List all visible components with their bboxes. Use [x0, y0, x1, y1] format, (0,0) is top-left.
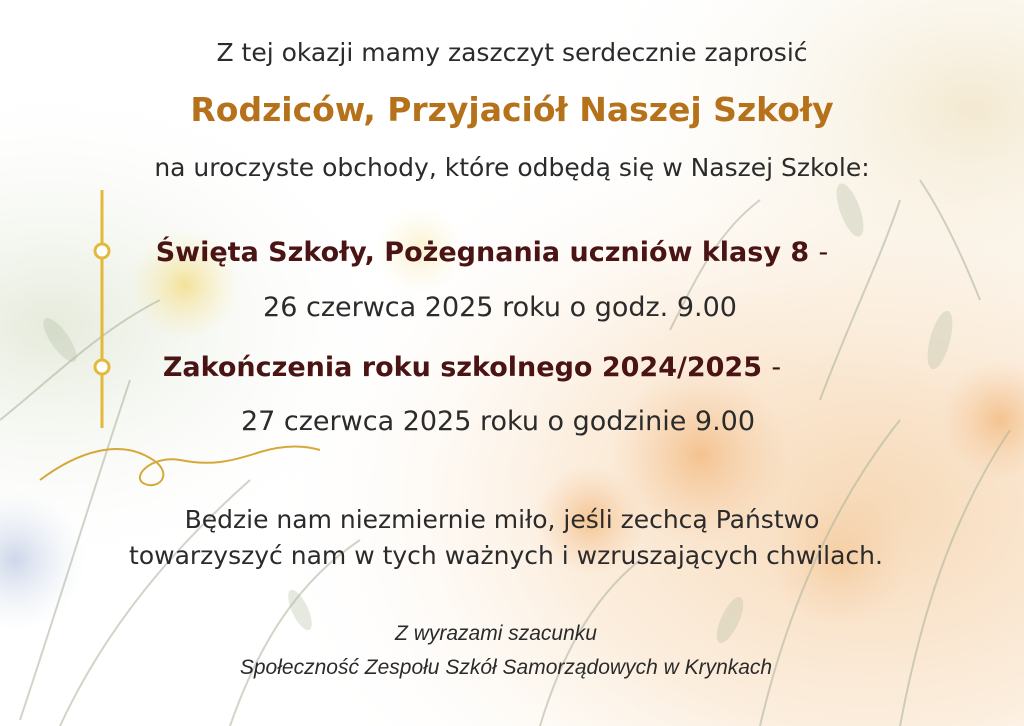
event-2-date: 27 czerwca 2025 roku o godzinie 9.00 — [240, 406, 756, 437]
closing-line-1: Będzie nam niezmiernie miło, jeśli zechcą Państwo — [184, 505, 820, 534]
event-2-title — [0, 352, 984, 383]
intro-text: Z tej okazji mamy zaszczyt serdecznie zaprosić — [216, 38, 808, 67]
event-1-date: 26 czerwca 2025 roku o godz. 9.00 — [263, 292, 737, 323]
event-2-dash: - — [771, 352, 782, 383]
closing-line-2: towarzyszyć nam w tych ważnych i wzruszających chwilach. — [129, 541, 883, 570]
event-1-title-text: Święta Szkoły, Pożegnania uczniów klasy 8 — [155, 237, 810, 268]
signature-from: Społeczność Zespołu Szkół Samorządowych w Krynkach — [239, 656, 773, 679]
event-1-dash: - — [818, 237, 829, 268]
event-1-title — [0, 237, 1004, 268]
event-2-title-text: Zakończenia roku szkolnego 2024/2025 — [162, 352, 762, 383]
signature-greeting: Z wyrazami szacunku — [395, 622, 597, 645]
invite-text: na uroczyste obchody, które odbędą się w Naszej Szkole: — [154, 153, 870, 182]
guests-heading: Rodziców, Przyjaciół Naszej Szkoły — [190, 90, 834, 129]
